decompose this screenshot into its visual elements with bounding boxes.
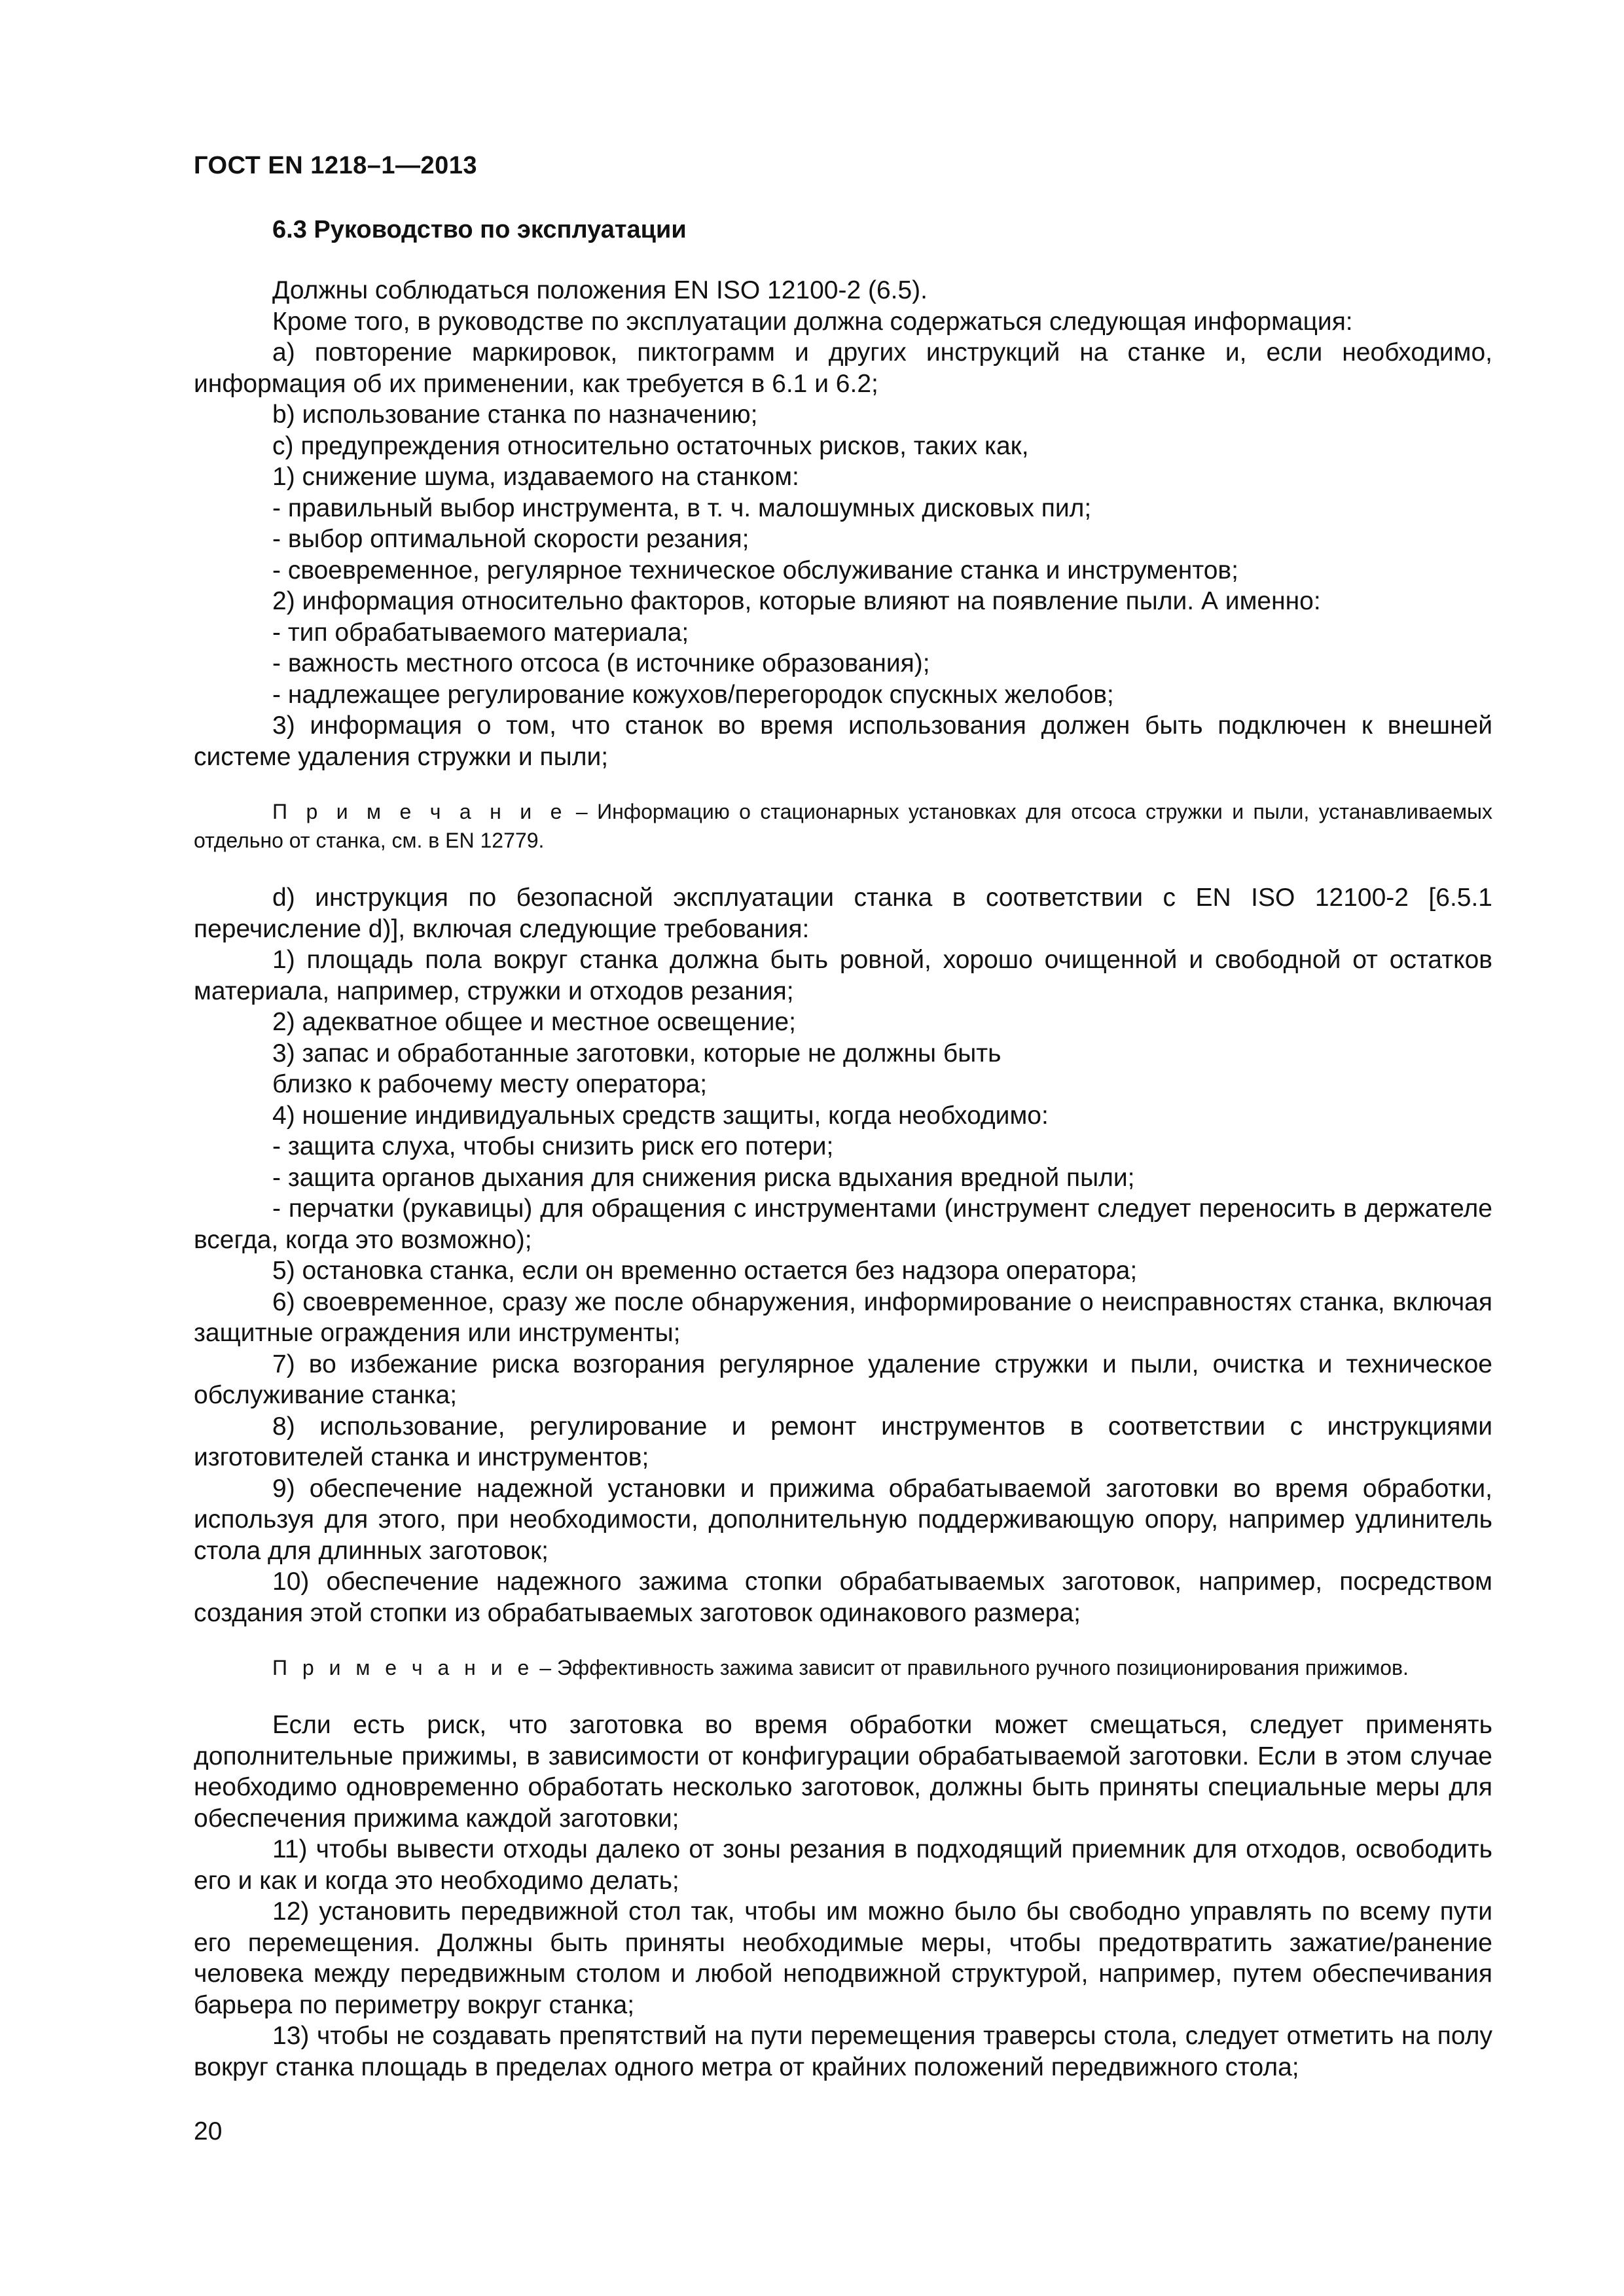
paragraph: Должны соблюдаться положения EN ISO 12100-2 (6.5). — [272, 276, 928, 304]
list-item: - тип обрабатываемого материала; — [272, 618, 689, 647]
list-item: 3) запас и обработанные заготовки, которые не должны быть — [272, 1039, 1001, 1067]
list-item: 6) своевременное, сразу же после обнаружения, информирование о неисправностях станка, включая защитные ограждения или инструменты; — [194, 1287, 1492, 1347]
list-item: 12) установить передвижной стол так, чтобы им можно было бы свободно управлять по всему пути его перемещения. Должны быть приняты необходимые меры, чтобы предотвратить зажатие/ранение человека между передвижным столом и любой неподвижной структурой, например, путем обеспечивания барьера по периметру вокруг станка; — [194, 1897, 1492, 2019]
note — [194, 797, 1492, 855]
paragraph: Кроме того, в руководстве по эксплуатации должна содержаться следующая информация: — [272, 307, 1353, 336]
list-item: - правильный выбор инструмента, в т. ч. малошумных дисковых пил; — [272, 493, 1092, 522]
list-item: 1) снижение шума, издаваемого на станком: — [272, 463, 799, 491]
list-item: c) предупреждения относительно остаточных рисков, таких как, — [272, 431, 1029, 460]
note-label: П р и м е ч а н и е — [272, 800, 567, 823]
list-item: d) инструкция по безопасной эксплуатации станка в соответствии с EN ISO 12100-2 [6.5.1 перечисление d)], включая следующие требования: — [194, 884, 1492, 943]
list-item: - надлежащее регулирование кожухов/перегородок спускных желобов; — [272, 680, 1114, 709]
list-item: 5) остановка станка, если он временно остается без надзора оператора; — [272, 1257, 1138, 1285]
list-item: близко к рабочему месту оператора; — [272, 1070, 708, 1098]
list-item: - важность местного отсоса (в источнике образования); — [272, 649, 930, 677]
list-item: 1) площадь пола вокруг станка должна быть ровной, хорошо очищенной и свободной от остатков материала, например, стружки и отходов резания; — [194, 946, 1492, 1005]
list-item: - выбор оптимальной скорости резания; — [272, 525, 749, 553]
list-item: - своевременное, регулярное техническое обслуживание станка и инструментов; — [272, 556, 1238, 584]
list-item: 7) во избежание риска возгорания регулярное удаление стружки и пыли, очистка и техническое обслуживание станка; — [194, 1350, 1492, 1409]
section-title: 6.3 Руководство по эксплуатации — [272, 216, 687, 243]
list-item: 9) обеспечение надежной установки и прижима обрабатываемой заготовки во время обработки, используя для этого, при необходимости, дополнительную поддерживающую опору, например удлинитель стола для длинных заготовок; — [194, 1474, 1492, 1565]
note-text: – Эффективность зажима зависит от правильного ручного позиционирования прижимов. — [533, 1656, 1409, 1679]
list-item: a) повторение маркировок, пиктограмм и других инструкций на станке и, если необходимо, информация об их применении, как требуется в 6.1 и 6.2; — [194, 338, 1492, 398]
note — [194, 1653, 1492, 1682]
note-text: – Информацию о стационарных установках для отсоса стружки и пыли, устанавливаемых отдельно от станка, см. в EN 12779. — [194, 800, 1493, 852]
page-number: 20 — [194, 2117, 223, 2145]
list-item: 8) использование, регулирование и ремонт инструментов в соответствии с инструкциями изготовителей станка и инструментов; — [194, 1412, 1492, 1471]
document-header: ГОСТ EN 1218–1—2013 — [194, 152, 478, 179]
paragraph: Если есть риск, что заготовка во время обработки может смещаться, следует применять дополнительные прижимы, в зависимости от конфигурации обрабатываемой заготовки. Если в этом случае необходимо одновременно обработать несколько заготовок, должны быть приняты специальные меры для обеспечения прижима каждой заготовки; — [194, 1711, 1492, 1833]
note-label: П р и м е ч а н и е — [272, 1656, 534, 1679]
list-item: 10) обеспечение надежного зажима стопки обрабатываемых заготовок, например, посредством создания этой стопки из обрабатываемых заготовок одинакового размера; — [194, 1568, 1492, 1627]
list-item: - перчатки (рукавицы) для обращения с инструментами (инструмент следует переносить в держателе всегда, когда это возможно); — [194, 1194, 1492, 1254]
list-item: 2) адекватное общее и местное освещение; — [272, 1008, 796, 1036]
list-item: 2) информация относительно факторов, которые влияют на появление пыли. А именно: — [272, 587, 1321, 615]
list-item: 4) ношение индивидуальных средств защиты, когда необходимо: — [272, 1101, 1049, 1130]
list-item: - защита органов дыхания для снижения риска вдыхания вредной пыли; — [272, 1163, 1135, 1192]
list-item: - защита слуха, чтобы снизить риск его потери; — [272, 1132, 834, 1160]
document-body — [194, 275, 1492, 2083]
list-item: 3) информация о том, что станок во время использования должен быть подключен к внешней системе удаления стружки и пыли; — [194, 711, 1492, 771]
list-item: 13) чтобы не создавать препятствий на пути перемещения траверсы стола, следует отметить на полу вокруг станка площадь в пределах одного метра от крайних положений передвижного стола; — [194, 2022, 1492, 2081]
list-item: 11) чтобы вывести отходы далеко от зоны резания в подходящий приемник для отходов, освободить его и как и когда это необходимо делать; — [194, 1835, 1492, 1895]
list-item: b) использование станка по назначению; — [272, 401, 758, 429]
